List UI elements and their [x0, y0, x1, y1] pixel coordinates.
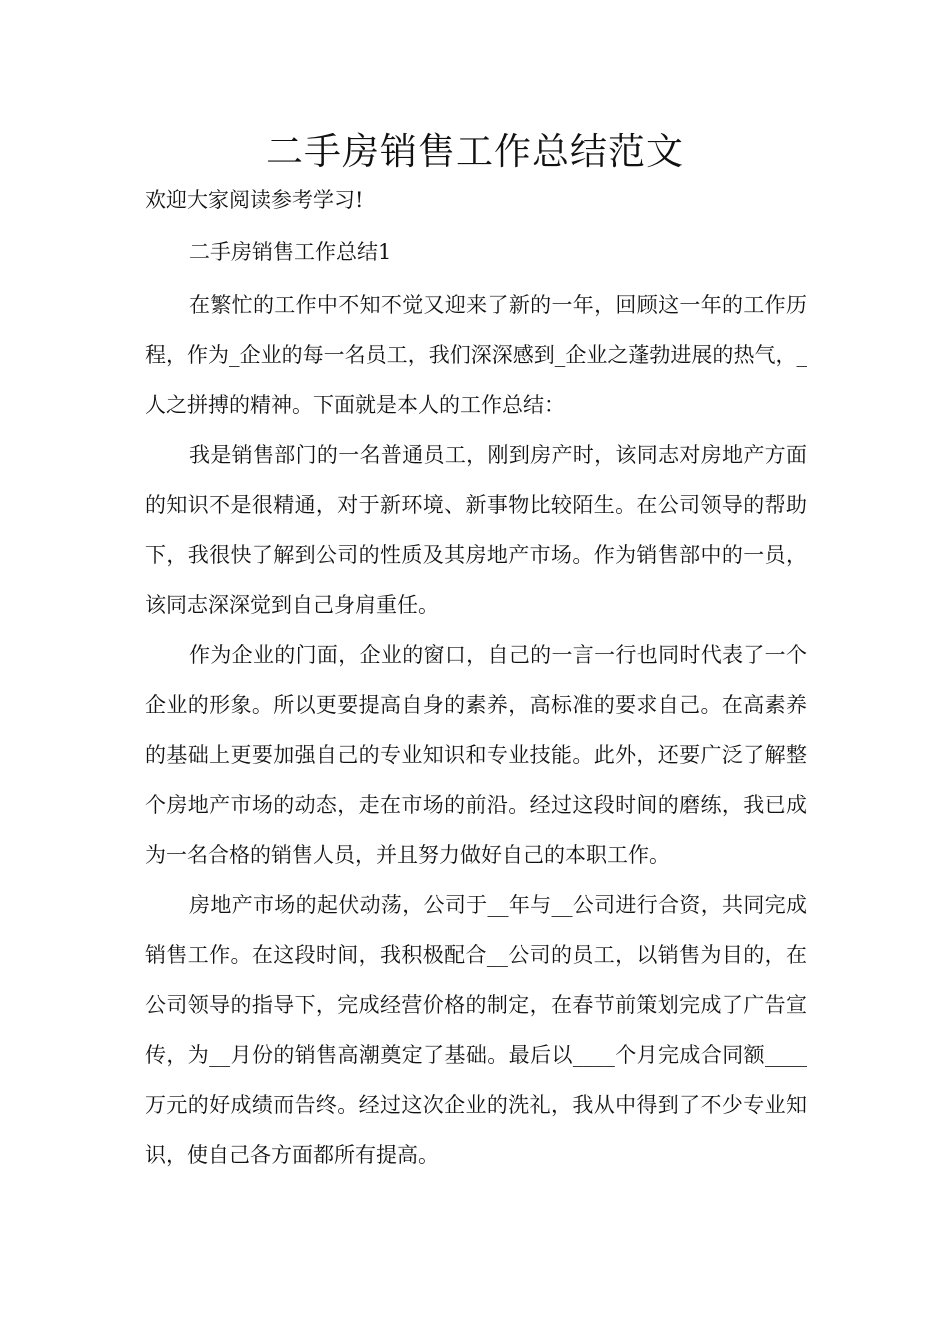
- intro-text: 欢迎大家阅读参考学习!: [145, 188, 364, 212]
- document-title: 二手房销售工作总结范文: [266, 130, 684, 173]
- paragraph: 房地产市场的起伏动荡，公司于__年与__公司进行合资，共同完成销售工作。在这段时间，我积极配合__公司的员工，以销售为目的，在公司领导的指导下，完成经营价格的制定，在春节前策划完成了广告宣传，为__月份的销售高潮奠定了基础。最后以____个月完成合同额____万元的好成绩而告终。经过这次企业的洗礼，我从中得到了不少专业知识，使自己各方面都所有提高。: [145, 893, 807, 1167]
- document-body: [145, 280, 807, 1180]
- paragraph: 我是销售部门的一名普通员工，刚到房产时，该同志对房地产方面的知识不是很精通，对于新环境、新事物比较陌生。在公司领导的帮助下，我很快了解到公司的性质及其房地产市场。作为销售部中的一员，该同志深深觉到自己身肩重任。: [145, 443, 807, 617]
- section-heading: 二手房销售工作总结1: [189, 240, 392, 264]
- paragraph: 在繁忙的工作中不知不觉又迎来了新的一年，回顾这一年的工作历程，作为_企业的每一名员工，我们深深感到_企业之蓬勃进展的热气，_人之拼搏的精神。下面就是本人的工作总结：: [145, 293, 807, 417]
- paragraph: 作为企业的门面，企业的窗口，自己的一言一行也同时代表了一个企业的形象。所以更要提高自身的素养，高标准的要求自己。在高素养的基础上更要加强自己的专业知识和专业技能。此外，还要广泛了解整个房地产市场的动态，走在市场的前沿。经过这段时间的磨练，我已成为一名合格的销售人员，并且努力做好自己的本职工作。: [145, 643, 807, 867]
